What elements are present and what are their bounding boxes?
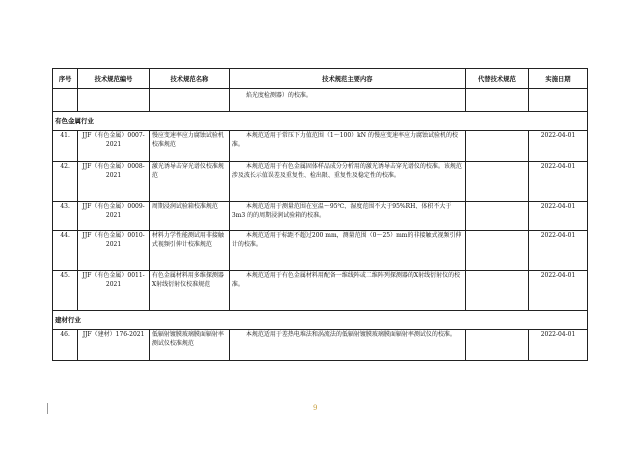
cell-code: JJF（有色金属）0008-2021 bbox=[78, 162, 150, 202]
cell-code: JJF（有色金属）0007-2021 bbox=[78, 131, 150, 162]
table-row bbox=[53, 202, 588, 231]
table-row bbox=[53, 162, 588, 202]
cell-content: 本规范适用于有色金属固体样品成分分析用的激光诱导击穿光谱仪的校准。该规范涉及波长示值误差及重复性、检出限、重复性及稳定性的校准。 bbox=[229, 162, 465, 202]
cell-num: 44. bbox=[53, 231, 78, 271]
cell-date: 2022-04-01 bbox=[528, 202, 587, 231]
cell-replaces bbox=[465, 131, 528, 162]
cell-code bbox=[78, 89, 150, 112]
header-seq: 序号 bbox=[53, 69, 78, 89]
cell-code: JJF（有色金属）0009-2021 bbox=[78, 202, 150, 231]
cell-date bbox=[528, 89, 587, 112]
table-row bbox=[53, 231, 588, 271]
header-code: 技术规范编号 bbox=[78, 69, 150, 89]
cell-content: 本规范适用于差热电堆法和涡流法的低辐射镀膜玻璃膜面辐射率测试仪的校准。 bbox=[229, 330, 465, 361]
cell-content: 本规范适用于标距不超过200 mm，测量范围（0～25）mm的非接触式视频引伸计的校准。 bbox=[229, 231, 465, 271]
cell-code: JJF（建材）176-2021 bbox=[78, 330, 150, 361]
cell-name: 低辐射镀膜玻璃膜面辐射率测试仪校准规范 bbox=[149, 330, 229, 361]
cell-name bbox=[149, 89, 229, 112]
cell-name: 慢应变速率应力腐蚀试验机校准规范 bbox=[149, 131, 229, 162]
cell-replaces bbox=[465, 202, 528, 231]
cell-num: 45. bbox=[53, 271, 78, 311]
cell-content: 本规范适用于常压下力值范围（1～100）kN 的慢应变速率应力腐蚀试验机的校准。 bbox=[229, 131, 465, 162]
cell-content: 焰光度检测器）的校准。 bbox=[229, 89, 465, 112]
table-row bbox=[53, 330, 588, 361]
continuation-row bbox=[53, 89, 588, 112]
section-row bbox=[53, 311, 588, 330]
cell-date: 2022-04-01 bbox=[528, 162, 587, 202]
cell-code: JJF（有色金属）0011-2021 bbox=[78, 271, 150, 311]
cell-num: 41. bbox=[53, 131, 78, 162]
cell-date: 2022-04-01 bbox=[528, 271, 587, 311]
cell-replaces bbox=[465, 330, 528, 361]
cell-name: 材料力学性能测试用非接触式视频引伸计校准规范 bbox=[149, 231, 229, 271]
cell-num bbox=[53, 89, 78, 112]
cell-replaces bbox=[465, 271, 528, 311]
cell-code: JJF（有色金属）0010-2021 bbox=[78, 231, 150, 271]
cell-date: 2022-04-01 bbox=[528, 330, 587, 361]
header-replaces: 代替技术规范 bbox=[465, 69, 528, 89]
section-title: 有色金属行业 bbox=[53, 112, 588, 131]
page-number: 9 bbox=[313, 404, 318, 412]
cell-name: 周期浸润试验箱校准规范 bbox=[149, 202, 229, 231]
cell-name: 有色金属材料用多维探测器X射线衍射仪校准规范 bbox=[149, 271, 229, 311]
cell-content: 本规范适用于测量范围在室温～95℃、湿度范围不大于95%RH、体积不大于 3m3 的的周期浸润试验箱的校准。 bbox=[229, 202, 465, 231]
spec-table bbox=[52, 68, 588, 361]
cell-replaces bbox=[465, 162, 528, 202]
cell-replaces bbox=[465, 231, 528, 271]
section-row bbox=[53, 112, 588, 131]
cell-num: 46. bbox=[53, 330, 78, 361]
cell-num: 43. bbox=[53, 202, 78, 231]
margin-mark bbox=[47, 403, 48, 414]
table-row bbox=[53, 131, 588, 162]
cell-date: 2022-04-01 bbox=[528, 231, 587, 271]
section-title: 建材行业 bbox=[53, 311, 588, 330]
header-date: 实施日期 bbox=[528, 69, 587, 89]
cell-content: 本规范适用于有色金属材料用配备一维线阵或二维阵列探测器的X射线衍射仪的校准。 bbox=[229, 271, 465, 311]
cell-replaces bbox=[465, 89, 528, 112]
cell-num: 42. bbox=[53, 162, 78, 202]
cell-name: 激光诱导击穿光谱仪校准规范 bbox=[149, 162, 229, 202]
table-header-row bbox=[53, 69, 588, 89]
header-name: 技术规范名称 bbox=[149, 69, 229, 89]
table-row bbox=[53, 271, 588, 311]
header-content: 技术规范主要内容 bbox=[229, 69, 465, 89]
cell-date: 2022-04-01 bbox=[528, 131, 587, 162]
